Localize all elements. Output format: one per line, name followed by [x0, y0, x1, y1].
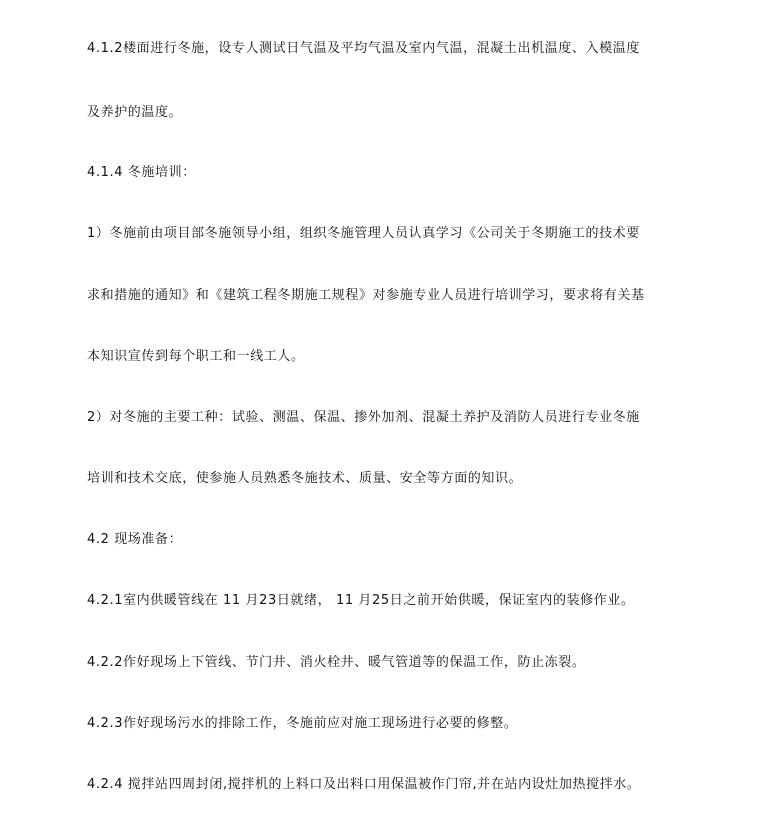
section-heading-4-2: 4.2 现场准备： [87, 532, 183, 547]
text-line-item-2-cont: 培训和技术交底，使参施人员熟悉冬施技术、质量、安全等方面的知识。 [87, 471, 523, 486]
text-line-4-2-3: 4.2.3作好现场污水的排除工作，冬施前应对施工现场进行必要的修整。 [87, 716, 518, 731]
text-line-4-2-2: 4.2.2作好现场上下管线、节门井、消火栓井、暖气管道等的保温工作，防止冻裂。 [87, 655, 586, 670]
text-line-4-1-2: 4.1.2楼面进行冬施，设专人测试日气温及平均气温及室内气温，混凝土出机温度、入模温度 [87, 41, 640, 56]
text-line-item-1: 1）冬施前由项目部冬施领导小组，组织冬施管理人员认真学习《公司关于冬期施工的技术要 [87, 226, 640, 241]
text-line-4-1-2-cont: 及养护的温度。 [87, 105, 183, 120]
text-line-item-1-cont: 求和措施的通知》和《建筑工程冬期施工规程》对参施专业人员进行培训学习，要求将有关基 [87, 288, 645, 303]
section-heading-4-1-4: 4.1.4 冬施培训： [87, 165, 196, 180]
text-line-item-2: 2）对冬施的主要工种：试验、测温、保温、掺外加剂、混凝土养护及消防人员进行专业冬施 [87, 410, 640, 425]
text-line-item-1-end: 本知识宣传到每个职工和一线工人。 [87, 349, 305, 364]
text-line-4-2-1: 4.2.1室内供暖管线在 11 月23日就绪， 11 月25日之前开始供暖，保证室内的装修作业。 [87, 593, 635, 608]
text-line-4-2-4: 4.2.4 搅拌站四周封闭,搅拌机的上料口及出料口用保温被作门帘,并在站内设灶加热搅拌水。 [87, 777, 641, 792]
